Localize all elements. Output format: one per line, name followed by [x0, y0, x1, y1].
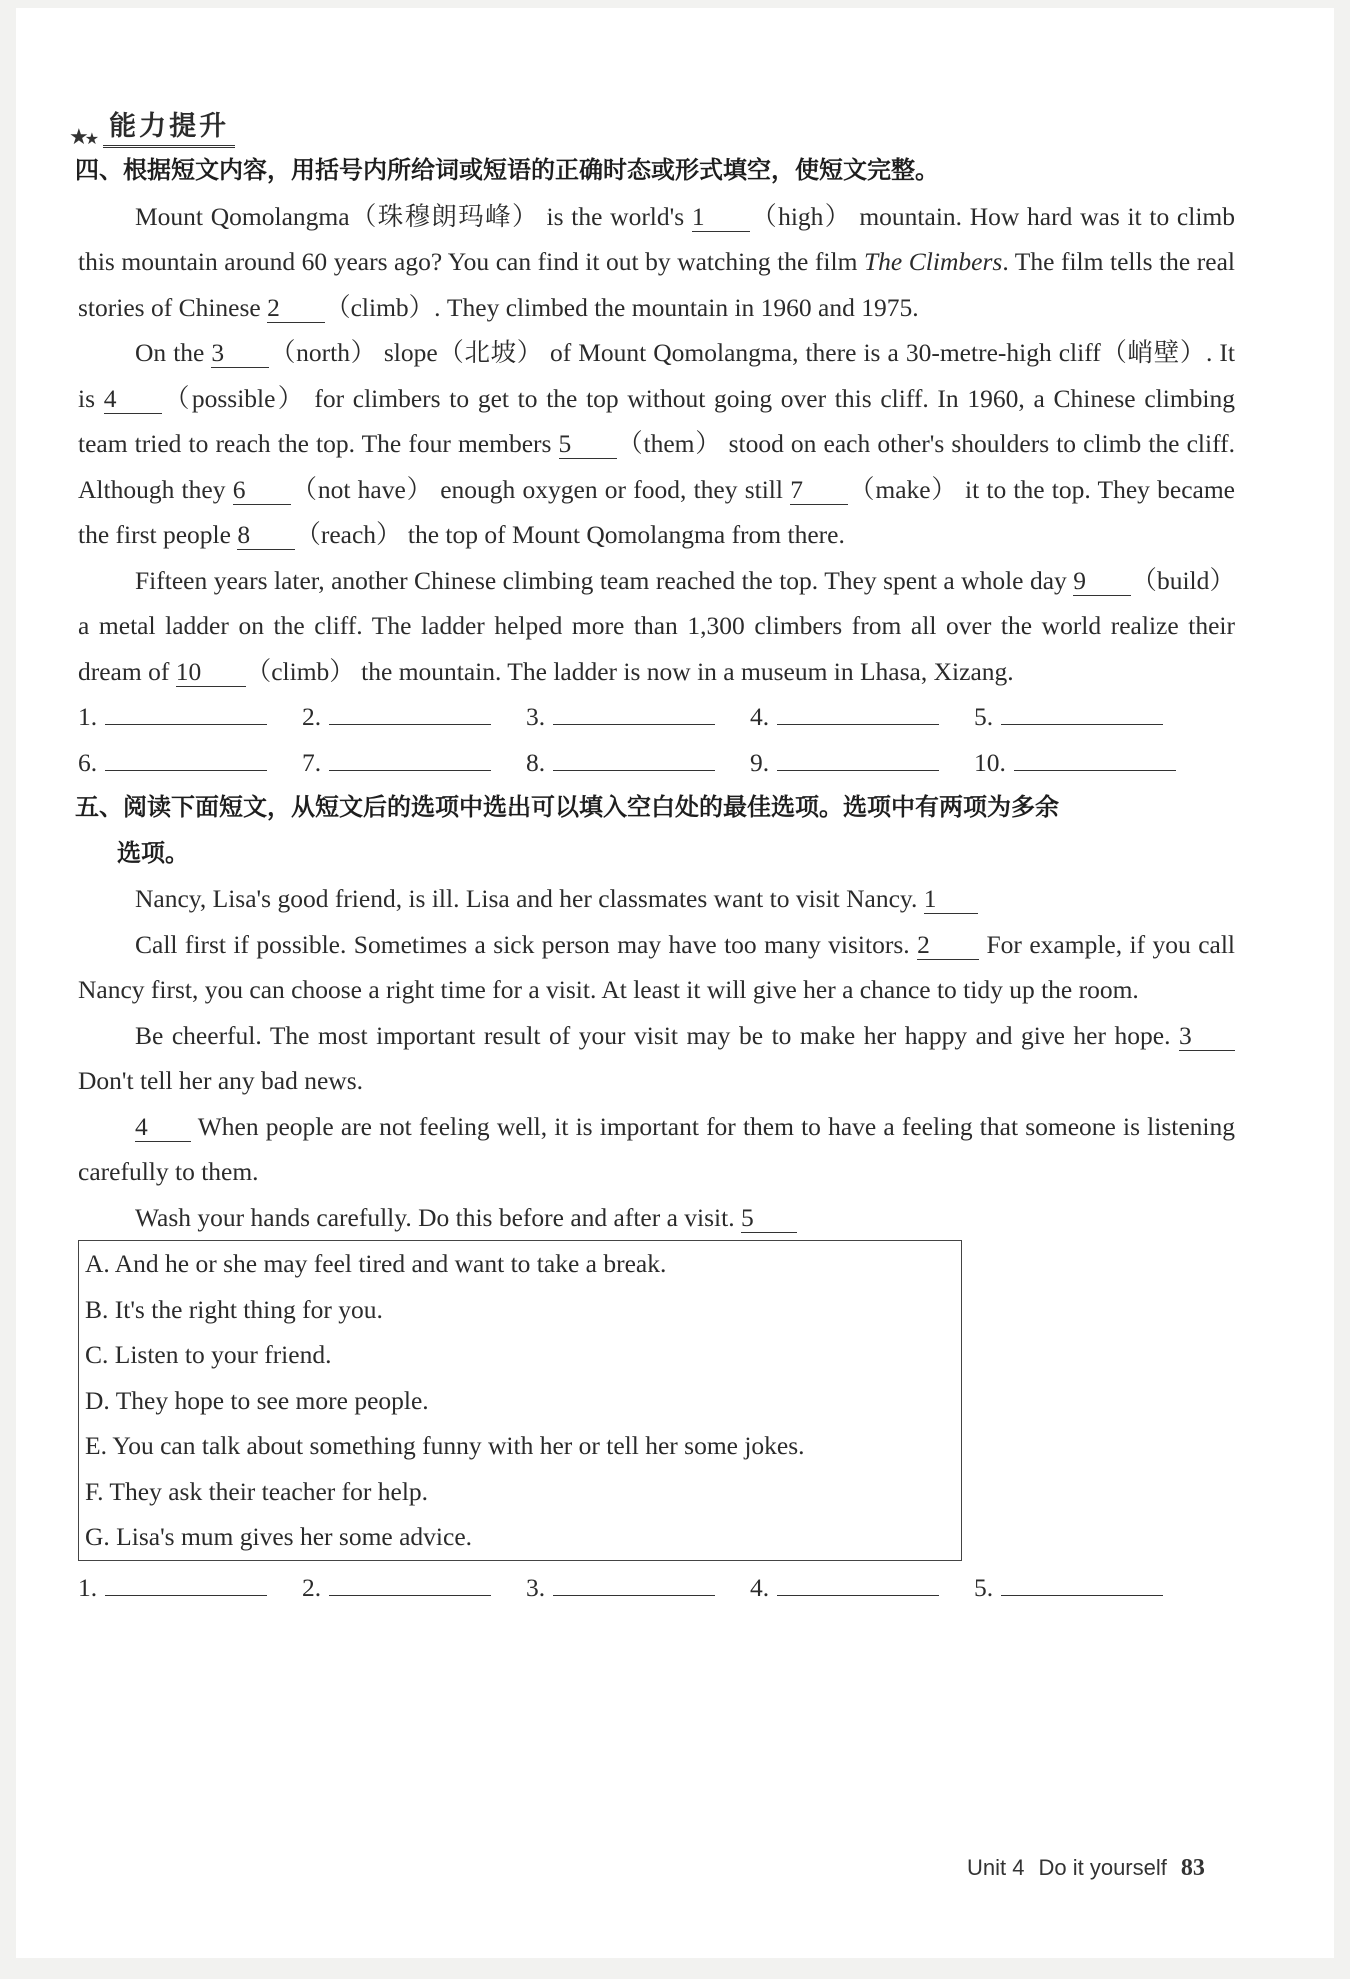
workbook-page	[16, 8, 1334, 1958]
q4-answer-10[interactable]: 10.	[974, 740, 1198, 786]
q4-answer-row-1	[63, 694, 1235, 740]
q4-blank-3: 3	[211, 339, 269, 368]
q5-title: 五、阅读下面短文，从短文后的选项中选出可以填入空白处的最佳选项。选项中有两项为多余 选项。	[75, 793, 1059, 867]
q5-option-c: C. Listen to your friend.	[85, 1340, 332, 1369]
q5-answer-4[interactable]: 4.	[750, 1565, 974, 1611]
q4-blank-4: 4	[104, 385, 162, 414]
q4-answer-2[interactable]: 2.	[302, 694, 526, 740]
section-title: 能力提升	[103, 104, 235, 148]
q5-paragraph-4: 4 When people are not feeling well, it is important for them to have a feeling that someone is listening carefully to them.	[78, 1111, 1235, 1186]
q5-option-a: A. And he or she may feel tired and want to take a break.	[85, 1249, 667, 1278]
q5-option-f: F. They ask their teacher for help.	[85, 1476, 429, 1506]
q5-blank-5: 5	[741, 1204, 797, 1233]
page-footer	[967, 1855, 1205, 1882]
q4-blank-10: 10	[176, 658, 246, 687]
page-content	[63, 106, 1235, 1610]
q4-blank-6: 6	[233, 476, 291, 505]
q5-options-box	[78, 1240, 962, 1561]
q5-answer-2[interactable]: 2.	[302, 1565, 526, 1611]
q5-option-b: B. It's the right thing for you.	[85, 1294, 383, 1324]
q4-answer-4[interactable]: 4.	[750, 694, 974, 740]
q4-paragraph-3: Fifteen years later, another Chinese climbing team reached the top. They spent a whole day 9 （build） a metal ladder on the cliff. The ladder helped more than 1,300 climbers from all over the world realize their dream of 10 （climb） the mountain. The ladder is now in a museum in Lhasa, Xizang.	[78, 565, 1235, 686]
q5-paragraph-3: Be cheerful. The most important result of your visit may be to make her happy and give her hope. 3 Don't tell her any bad news.	[63, 1013, 1235, 1104]
q4-title: 四、根据短文内容，用括号内所给词或短语的正确时态或形式填空，使短文完整。	[75, 156, 939, 184]
q4-answer-3[interactable]: 3.	[526, 694, 750, 740]
q4-answer-7[interactable]: 7.	[302, 740, 526, 786]
q5-answer-1[interactable]: 1.	[78, 1565, 302, 1611]
q4-blank-8: 8	[237, 521, 295, 550]
q4-blank-7: 7	[790, 476, 848, 505]
q5-paragraph-5: Wash your hands carefully. Do this before and after a visit. 5	[63, 1195, 1235, 1241]
stars-icon: ★ ★	[69, 124, 100, 149]
q5-option-e: E. You can talk about something funny with her or tell her some jokes.	[85, 1431, 805, 1460]
q5-paragraph-2: Call first if possible. Sometimes a sick person may have too many visitors. 2 For example, if you call Nancy first, you can choose a right time for a visit. At least it will give her a chance to tidy up the room.	[78, 929, 1236, 1004]
q5-blank-4: 4	[135, 1113, 191, 1142]
q4-blank-5: 5	[559, 430, 617, 459]
q4-paragraph-1: Mount Qomolangma（珠穆朗玛峰） is the world's 1 （high） mountain. How hard was it to climb this mountain around 60 years ago? You can find it out by watching the film The Climbers. The film tells the real stories of Chinese 2 （climb）. They climbed the mountain in 1960 and 1975.	[78, 201, 1236, 322]
q4-answer-8[interactable]: 8.	[526, 740, 750, 786]
footer-unit: Unit 4	[967, 1855, 1025, 1880]
q4-blank-2: 2	[267, 294, 325, 323]
q5-option-d: D. They hope to see more people.	[85, 1385, 429, 1415]
q5-answer-3[interactable]: 3.	[526, 1565, 750, 1611]
q5-paragraph-1: Nancy, Lisa's good friend, is ill. Lisa and her classmates want to visit Nancy. 1	[63, 876, 1235, 922]
q4-blank-1: 1	[692, 203, 750, 232]
q5-answer-5[interactable]: 5.	[974, 1565, 1198, 1611]
q5-blank-3: 3	[1179, 1022, 1235, 1051]
q5-answer-row	[63, 1565, 1235, 1611]
footer-title: Do it yourself	[1038, 1855, 1167, 1880]
q4-answer-5[interactable]: 5.	[974, 694, 1198, 740]
page-number: 83	[1180, 1855, 1205, 1881]
q4-answer-9[interactable]: 9.	[750, 740, 974, 786]
q4-answer-row-2	[63, 740, 1235, 786]
q5-option-g: G. Lisa's mum gives her some advice.	[85, 1522, 473, 1551]
section-heading	[69, 106, 1235, 148]
q4-answer-1[interactable]: 1.	[78, 694, 302, 740]
q4-blank-9: 9	[1073, 567, 1131, 596]
q4-paragraph-2: On the 3 （north） slope（北坡） of Mount Qomolangma, there is a 30-metre-high cliff（峭壁）. It is 4 （possible） for climbers to get to the top without going over this cliff. In 1960, a Chinese climbing team tried to reach the top. The four members 5 （them） stood on each other's shoulders to climb the cliff. Although they 6 （not have） enough oxygen or food, they still 7 （make） it to the top. They became the first people 8 （reach） the top of Mount Qomolangma from there.	[78, 338, 1235, 549]
q4-answer-6[interactable]: 6.	[78, 740, 302, 786]
q5-blank-1: 1	[924, 885, 978, 914]
q5-blank-2: 2	[917, 931, 979, 960]
